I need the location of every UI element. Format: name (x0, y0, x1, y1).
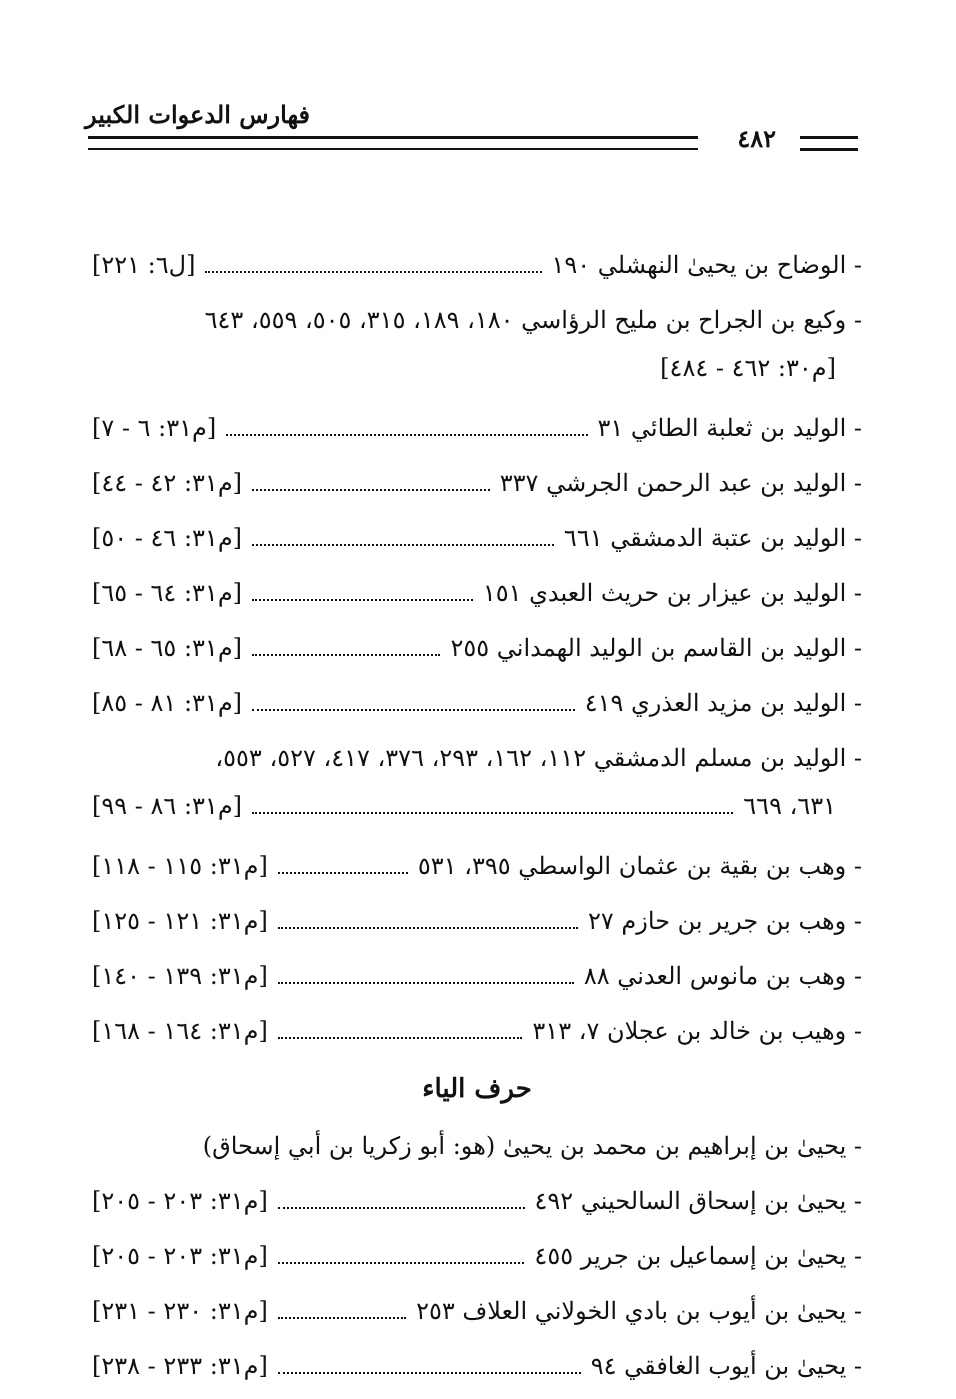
entry-ref: [م٣١: ٢٠٣ - ٢٠٥] (92, 1242, 268, 1270)
dot-leader (205, 271, 541, 273)
entry-name: - الوضاح بن يحيىٰ النهشلي ١٩٠ (551, 251, 862, 279)
section-title: حرف الياء (422, 1074, 532, 1104)
entry-name: - وهب بن جرير بن حازم ٢٧ (588, 907, 862, 935)
entry-name: - يحيىٰ بن أيوب الغافقي ٩٤ (590, 1352, 862, 1380)
dot-leader (278, 982, 574, 984)
entry-name: - الوليد بن القاسم بن الوليد الهمداني ٢٥٥ (450, 634, 862, 662)
entry-ref: [م٣١: ٢٣٠ - ٢٣١] (92, 1297, 268, 1325)
entry-ref: [م٣١: ٨٦ - ٩٩] (92, 792, 243, 820)
entry-ref: [م٣١: ٢٠٣ - ٢٠٥] (92, 1187, 268, 1215)
entry-name: - وكيع بن الجراح بن مليح الرؤاسي ١٨٠، ١٨٩، ٣١٥، ٥٠٥، ٥٥٩، ٦٤٣ (204, 306, 862, 334)
entry-ref: [م٣١: ٤٦ - ٥٠] (92, 524, 243, 552)
index-entry (92, 626, 862, 681)
dot-leader (278, 1037, 523, 1039)
dot-leader (252, 599, 473, 601)
entry-ref: [م٣١: ١٣٩ - ١٤٠] (92, 962, 268, 990)
dot-leader (278, 1317, 406, 1319)
index-entry (92, 406, 862, 461)
entry-name: - وهب بن بقية بن عثمان الواسطي ٣٩٥، ٥٣١ (417, 852, 862, 880)
dot-leader (278, 1207, 525, 1209)
entry-name: - الوليد بن عبد الرحمن الجرشي ٣٣٧ (499, 469, 862, 497)
dot-leader (278, 927, 578, 929)
entry-ref: [م٣١: ١١٥ - ١١٨] (92, 852, 268, 880)
entry-ref: [م٣١: ٦ - ٧] (92, 414, 217, 442)
index-entry (92, 461, 862, 516)
entry-name: - وهيب بن خالد بن عجلان ٧، ٣١٣ (532, 1017, 862, 1045)
entry-name: - الوليد بن ثعلبة الطائي ٣١ (597, 414, 862, 442)
index-entry (92, 899, 862, 954)
index-entry (92, 1344, 862, 1399)
dot-leader (252, 544, 554, 546)
entry-name: - الوليد بن عيزار بن حريث العبدي ١٥١ (482, 579, 862, 607)
index-entry (92, 298, 862, 406)
entry-name: - يحيىٰ بن إسحاق السالحيني ٤٩٢ (534, 1187, 862, 1215)
entry-ref: [م٣١: ١٦٤ - ١٦٨] (92, 1017, 268, 1045)
entry-ref: [م٣١: ١٢١ - ١٢٥] (92, 907, 268, 935)
entry-name: - يحيىٰ بن إبراهيم بن محمد بن يحيىٰ (هو: أبو زكريا بن أبي إسحاق) (202, 1132, 862, 1160)
index-entry (92, 1009, 862, 1064)
dot-leader (252, 709, 575, 711)
entry-ref: [ل٦: ٢٢١] (92, 251, 196, 279)
index-entry (92, 1234, 862, 1289)
index-entry (92, 1179, 862, 1234)
index-entry (92, 243, 862, 298)
index-entry (92, 736, 862, 844)
entry-ref: [م٣١: ٤٢ - ٤٤] (92, 469, 243, 497)
index-entry (92, 954, 862, 1009)
entry-ref: [م٣١: ٢٣٣ - ٢٣٨] (92, 1352, 268, 1380)
index-list (92, 243, 862, 1399)
index-entry (92, 571, 862, 626)
entry-name: - الوليد بن عتبة الدمشقي ٦٦١ (563, 524, 862, 552)
header-rule-short (800, 136, 858, 151)
book-title: فهارس الدعوات الكبير (85, 100, 310, 129)
entry-ref: [م٣١: ٦٥ - ٦٨] (92, 634, 243, 662)
dot-leader (226, 434, 587, 436)
index-entry (92, 844, 862, 899)
dot-leader (252, 654, 440, 656)
entry-ref: [م٣٠: ٤٦٢ - ٤٨٤] (660, 354, 836, 382)
entry-pages: ٦٣١، ٦٦٩ (743, 792, 836, 820)
entry-name: - الوليد بن مزيد العذري ٤١٩ (584, 689, 862, 717)
dot-leader (278, 1262, 525, 1264)
page-header (85, 92, 858, 153)
index-entry (92, 516, 862, 571)
header-rule (88, 136, 698, 150)
entry-name: - وهب بن مانوس العدني ٨٨ (583, 962, 862, 990)
dot-leader (252, 812, 733, 814)
entry-ref: [م٣١: ٦٤ - ٦٥] (92, 579, 243, 607)
entry-name: - الوليد بن مسلم الدمشقي ١١٢، ١٦٢، ٢٩٣، ٣٧٦، ٤١٧، ٥٢٧، ٥٥٣، (215, 744, 862, 772)
index-entry (92, 1289, 862, 1344)
index-entry (92, 681, 862, 736)
entry-name: - يحيىٰ بن إسماعيل بن جرير ٤٥٥ (534, 1242, 862, 1270)
entry-ref: [م٣١: ٨١ - ٨٥] (92, 689, 243, 717)
dot-leader (278, 872, 408, 874)
page-number: ٤٨٢ (737, 124, 776, 153)
dot-leader (278, 1372, 581, 1374)
entry-name: - يحيىٰ بن أيوب بن بادي الخولاني العلاف ٢٥٣ (416, 1297, 862, 1325)
index-entry (92, 1124, 862, 1179)
dot-leader (252, 489, 490, 491)
